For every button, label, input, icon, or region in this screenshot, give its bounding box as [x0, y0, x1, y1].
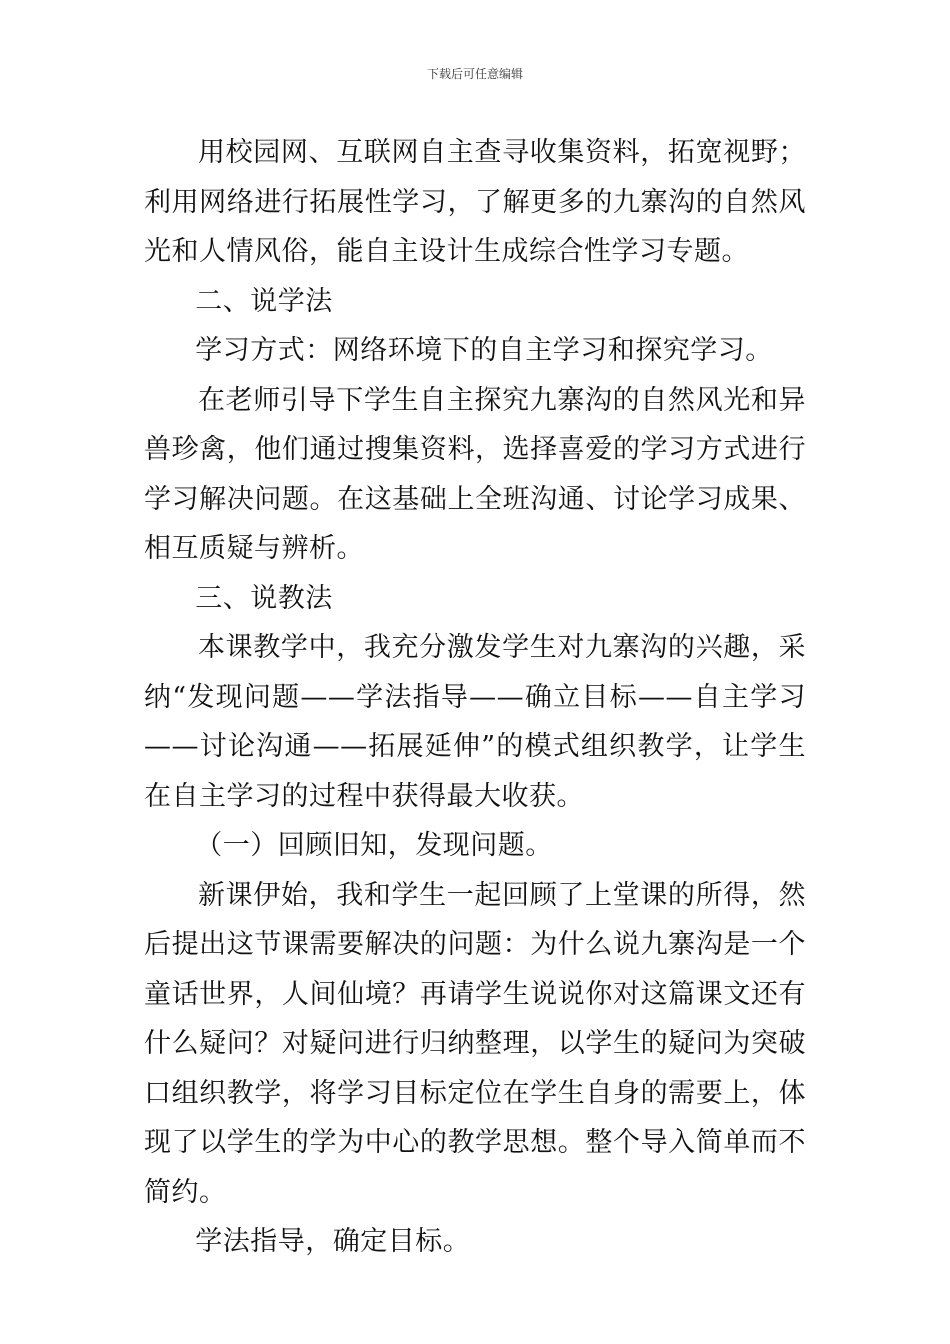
paragraph-resources: 用校园网、互联网自主查寻收集资料，拓宽视野；利用网络进行拓展性学习，了解更多的九寨沟的自然风光和人情风俗，能自主设计生成综合性学习专题。 [144, 137, 806, 267]
subsection-heading-guidance: 学法指导，确定目标。 [195, 1226, 471, 1257]
subsection-heading-review: （一）回顾旧知，发现问题。 [195, 830, 553, 861]
paragraph-lesson-start: 新课伊始，我和学生一起回顾了上堂课的所得，然后提出这节课需要解决的问题：为什么说九寨沟是一个童话世界，人间仙境？再请学生说说你对这篇课文还有什么疑问？对疑问进行归纳整理，以学生的疑问为突破口组织教学，将学习目标定位在学生自身的需要上，体现了以学生的学为中心的教学思想。整个导入简单而不简约。 [144, 879, 806, 1208]
paragraph-student-inquiry: 在老师引导下学生自主探究九寨沟的自然风光和异兽珍禽，他们通过搜集资料，选择喜爱的学习方式进行学习解决问题。在这基础上全班沟通、讨论学习成果、相互质疑与辨析。 [144, 384, 806, 564]
paragraph-learning-mode: 学习方式：网络环境下的自主学习和探究学习。 [195, 335, 773, 366]
page-header: 下载后可任意编辑 [426, 67, 523, 81]
document-body [144, 128, 806, 1267]
section-heading-learning-method: 二、说学法 [195, 285, 333, 317]
section-heading-teaching-method: 三、说教法 [195, 582, 333, 614]
paragraph-teaching-model: 本课教学中，我充分激发学生对九寨沟的兴趣，采纳“发现问题——学法指导——确立目标——自主学习——讨论沟通——拓展延伸”的模式组织教学，让学生在自主学习的过程中获得最大收获。 [144, 632, 806, 812]
